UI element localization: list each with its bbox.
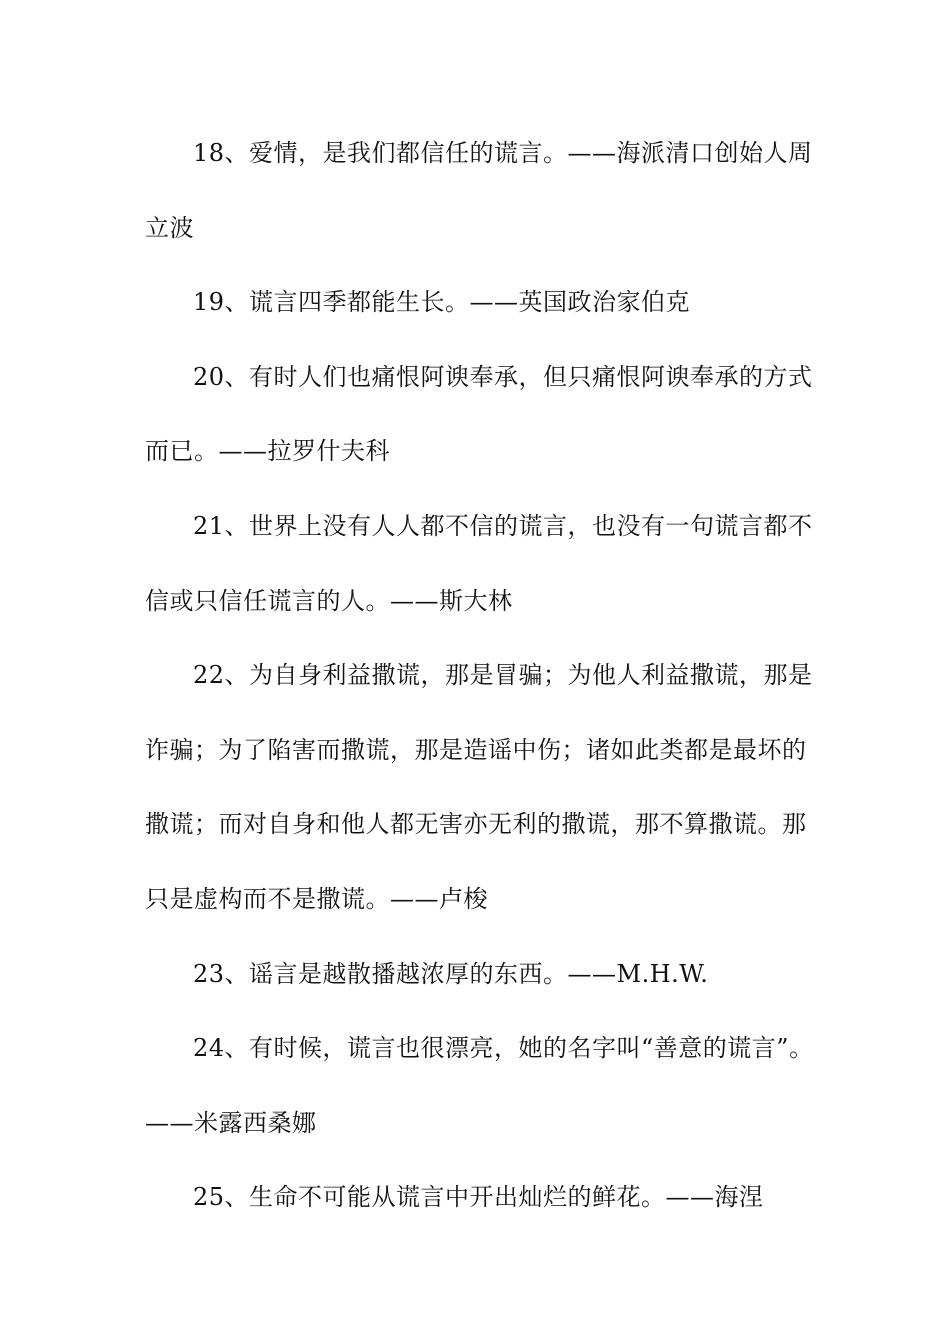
document-body [145, 116, 814, 1235]
quote-line: 信或只信任谎言的人。——斯大林 [145, 586, 513, 615]
quote-18 [145, 116, 813, 265]
quote-line: ——米露西桑娜 [145, 1108, 317, 1137]
quote-line: 诈骗；为了陷害而撒谎，那是造谣中伤；诸如此类都是最坏的 [145, 735, 807, 764]
quote-line: 23、谣言是越散播越浓厚的东西。——M.H.W. [193, 959, 709, 988]
quote-25 [145, 1160, 810, 1235]
quote-line: 21、世界上没有人人都不信的谎言，也没有一句谎言都不 [193, 511, 813, 540]
quote-23 [145, 937, 810, 1012]
quote-line: 18、爱情，是我们都信任的谎言。——海派清口创始人周 [193, 139, 813, 167]
quote-20 [145, 340, 813, 489]
quote-line: 立波 [145, 213, 194, 242]
quote-line: 而已。——拉罗什夫科 [145, 437, 390, 466]
quote-21 [145, 489, 813, 638]
quote-line: 25、生命不可能从谎言中开出灿烂的鲜花。——海涅 [193, 1183, 764, 1212]
quote-line: 19、谎言四季都能生长。——英国政治家伯克 [193, 288, 691, 317]
quote-line: 24、有时候，谎言也很漂亮，她的名字叫“善意的谎言”。 [193, 1034, 814, 1063]
quote-line: 只是虚构而不是撒谎。——卢梭 [145, 884, 488, 913]
quote-line: 撒谎；而对自身和他人都无害亦无利的撒谎，那不算撒谎。那 [145, 810, 807, 839]
quote-line: 20、有时人们也痛恨阿谀奉承，但只痛恨阿谀奉承的方式 [193, 362, 813, 391]
quote-line: 22、为自身利益撒谎，那是冒骗；为他人利益撒谎，那是 [193, 661, 813, 690]
quote-19 [145, 265, 810, 340]
quote-24 [145, 1011, 814, 1160]
quote-22 [145, 638, 813, 936]
